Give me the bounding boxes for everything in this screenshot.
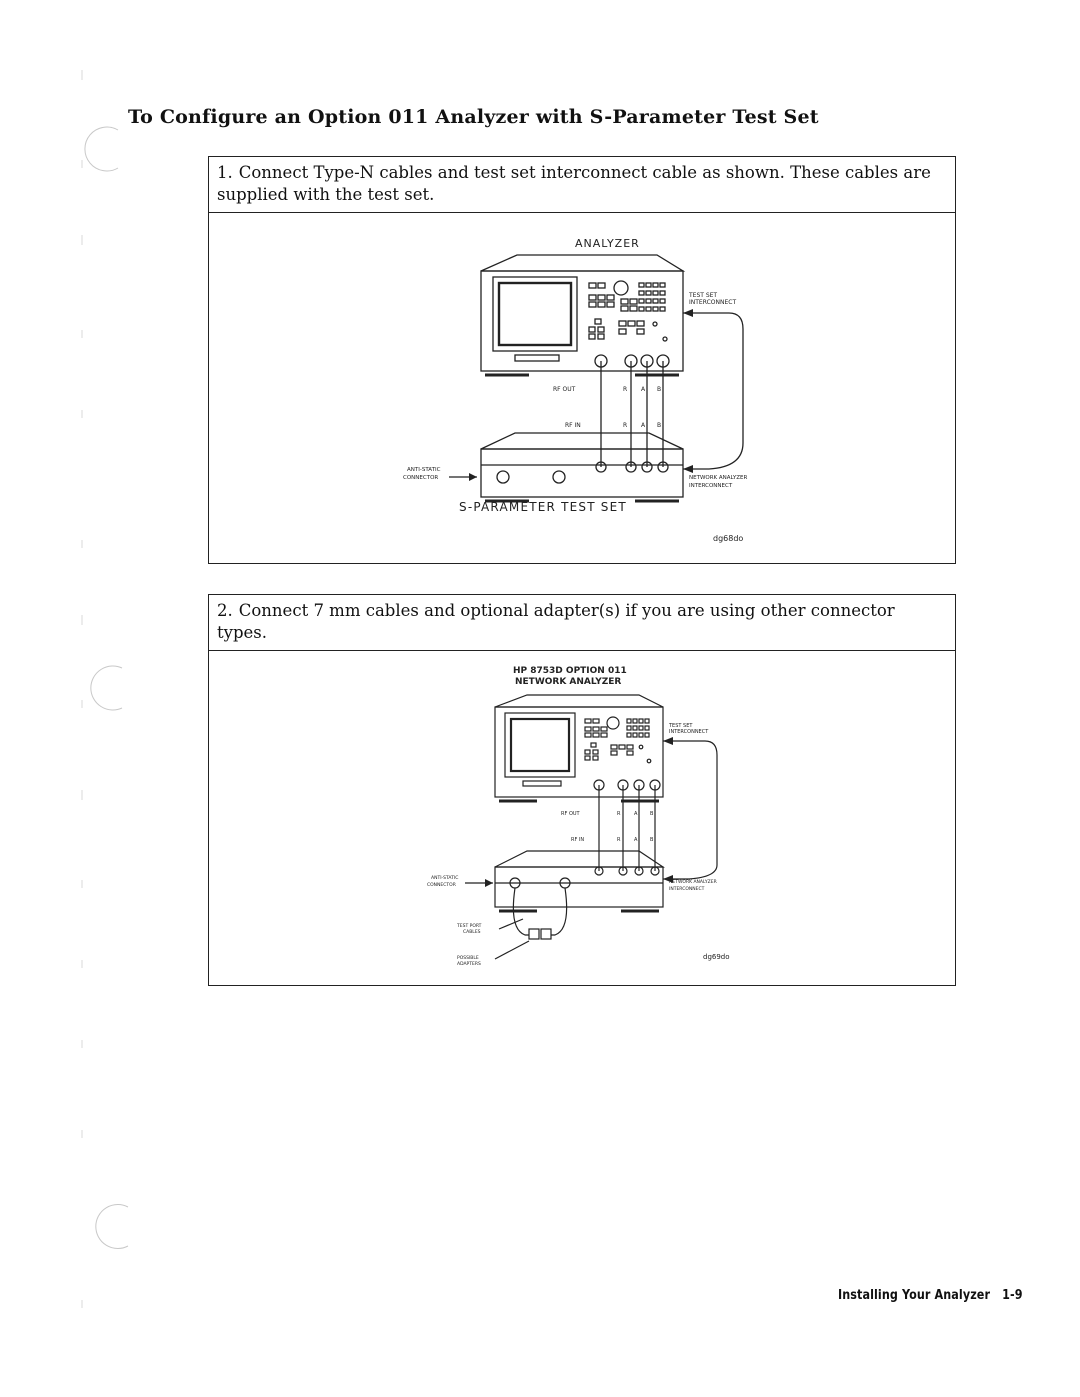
binder-hole-top <box>85 127 118 171</box>
binder-hole-bottom <box>96 1205 128 1249</box>
analyzer-body <box>495 707 663 797</box>
test-set-interconnect-label: TEST SET <box>669 723 693 729</box>
rf-out-label: RF OUT <box>561 811 580 817</box>
svg-text:NETWORK ANALYZER: NETWORK ANALYZER <box>515 677 622 687</box>
svg-text:B: B <box>650 837 654 843</box>
figure-id: dg68do <box>713 534 744 543</box>
analyzer-test-set-diagram <box>209 211 955 563</box>
svg-text:R: R <box>623 422 628 429</box>
binder-hole-middle <box>91 666 122 710</box>
svg-text:B: B <box>650 811 654 817</box>
svg-text:R: R <box>617 837 621 843</box>
rpg-knob <box>607 717 619 729</box>
svg-text:ADAPTERS: ADAPTERS <box>457 962 481 967</box>
possible-adapters-label: POSSIBLE <box>457 956 479 961</box>
network-analyzer-interconnect-label: NETWORK ANALYZER <box>689 475 748 481</box>
analyzer-top <box>481 255 683 271</box>
svg-text:R: R <box>617 811 621 817</box>
page-title: To Configure an Option 011 Analyzer with S-Parameter Test Set <box>128 106 819 128</box>
rpg-knob <box>614 281 628 295</box>
analyzer-label: ANALYZER <box>575 237 640 250</box>
step-number: 1. <box>217 163 233 182</box>
test-set-top <box>481 433 683 449</box>
svg-text:INTERCONNECT: INTERCONNECT <box>669 887 705 892</box>
svg-text:INTERCONNECT: INTERCONNECT <box>689 299 737 306</box>
svg-text:A: A <box>641 386 646 393</box>
step-1-box <box>208 156 956 564</box>
analyzer-screen <box>499 283 571 345</box>
test-set-interconnect-label: TEST SET <box>689 292 718 299</box>
svg-text:B: B <box>657 422 662 429</box>
test-port-cable-2 <box>551 888 567 935</box>
svg-text:A: A <box>634 837 638 843</box>
step-text: Connect Type-N cables and test set interconnect cable as shown. These cables are supplied with the test set. <box>217 163 931 204</box>
test-set-body <box>481 449 683 497</box>
step-number: 2. <box>217 601 233 620</box>
svg-text:A: A <box>634 811 638 817</box>
step-text: Connect 7 mm cables and optional adapter(s) if you are using other connector types. <box>217 601 895 642</box>
step-1-instruction <box>209 157 955 213</box>
test-set-body <box>495 867 663 907</box>
svg-text:CONNECTOR: CONNECTOR <box>403 475 439 481</box>
page-footer <box>838 1288 1023 1303</box>
rf-in-label: RF IN <box>565 422 581 429</box>
anti-static-label: ANTI-STATIC <box>407 467 441 473</box>
svg-text:CONNECTOR: CONNECTOR <box>427 883 456 888</box>
test-set-interconnect-cable <box>683 313 743 469</box>
page-number: 1-9 <box>1002 1288 1023 1303</box>
svg-text:B: B <box>657 386 662 393</box>
test-set-label: S-PARAMETER TEST SET <box>459 500 627 514</box>
figure-id: dg69do <box>703 953 730 961</box>
binder-holes <box>0 0 160 1397</box>
svg-text:INTERCONNECT: INTERCONNECT <box>689 483 733 489</box>
svg-text:R: R <box>623 386 628 393</box>
rf-out-label: RF OUT <box>553 386 576 393</box>
step-2-box <box>208 594 956 986</box>
svg-text:INTERCONNECT: INTERCONNECT <box>669 729 709 735</box>
analyzer-label: HP 8753D OPTION 011 <box>513 666 627 676</box>
svg-text:CABLES: CABLES <box>463 930 481 935</box>
test-port-cables-label: TEST PORT <box>457 924 482 929</box>
analyzer-screen <box>511 719 569 771</box>
network-analyzer-interconnect-label: NETWORK ANALYZER <box>669 880 717 885</box>
footer-section: Installing Your Analyzer <box>838 1288 991 1303</box>
rf-in-label: RF IN <box>571 837 585 843</box>
svg-text:A: A <box>641 422 646 429</box>
test-set-interconnect-cable <box>663 741 717 879</box>
adapter-1 <box>529 929 539 939</box>
anti-static-label: ANTI-STATIC <box>431 876 459 881</box>
option-011-adapter-diagram <box>209 629 955 985</box>
adapter-2 <box>541 929 551 939</box>
